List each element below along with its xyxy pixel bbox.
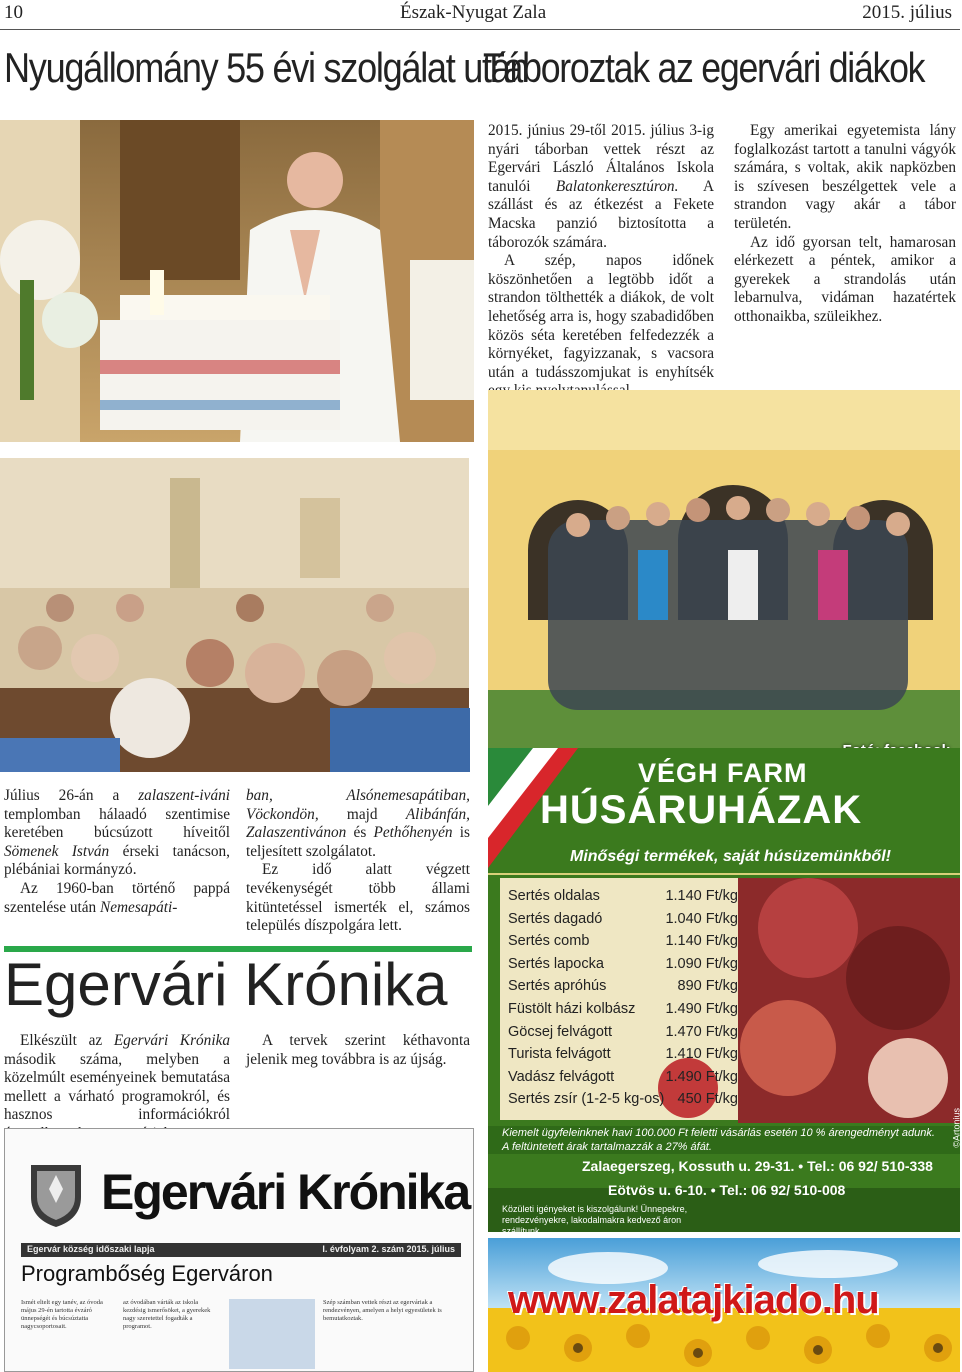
article1-church: zalaszent-iváni	[138, 787, 230, 804]
article1-places-a: ban, Alsónemesapátiban, Vöckondön,	[246, 787, 470, 823]
thumbnail-photo	[229, 1299, 315, 1369]
article3-p1-end: második száma, melyben a közelmúlt eseményeinek bemutatása mellett a várható programokról, és hasznos információkról	[4, 1050, 230, 1124]
article1-p3-es: és	[346, 824, 374, 842]
price-item-name: Turista felvágott	[508, 1046, 611, 1063]
priest-photo	[0, 120, 474, 442]
price-item-name: Füstölt házi kolbász	[508, 1001, 636, 1017]
price-row	[508, 1046, 738, 1068]
students-photo	[488, 390, 960, 773]
article1-places-b: Alibánfán, Zalaszentivánon	[246, 805, 470, 842]
thumbnail-col3: Szép számban vettek részt az egerváriak a rendezvényen, amelyen a helyi egyesületek is bemutatkoztak.	[323, 1299, 442, 1322]
price-item-price: 1.140 Ft/kg	[665, 933, 738, 950]
ad-title-farm: VÉGH FARM	[638, 758, 808, 788]
ad-brand-mark: ©Artonius	[952, 1108, 962, 1148]
sunflower-banner	[488, 1238, 960, 1372]
thumbnail-headline: Programbőség Egerváron	[21, 1261, 273, 1286]
article1-p4: Ez idő alatt végzett tevékenységét több állami kitüntetéssel ismerték el, számos település díszpolgára lett.	[246, 861, 470, 935]
article1-p1-start: Július 26-án a	[4, 787, 139, 804]
price-item-price: 1.140 Ft/kg	[665, 888, 738, 904]
article3-p2: A tervek szerint kéthavonta jelenik meg továbbra is az újság.	[246, 1032, 470, 1068]
ad-notes	[502, 1126, 942, 1154]
ad-note-discount: Kiemelt ügyfeleinknek havi 100.000 Ft feletti vásárlás esetén 10 % árengedményt adunk.	[502, 1127, 935, 1139]
price-row	[508, 933, 738, 955]
article1-col1	[4, 787, 230, 917]
coat-of-arms-icon	[23, 1159, 89, 1229]
article1-col2	[246, 787, 470, 936]
article2-col1	[488, 122, 714, 401]
price-item-price: 1.490 Ft/kg	[665, 1001, 738, 1017]
article2-p3: Egy amerikai egyetemista lány foglalkozást tartott a tanulni vágyók számára, s voltak, akik napközben is szívesen beszélgettek vele a strandon vagy akár a tábor területén.	[734, 122, 956, 232]
article1-priest-name: Sömenek István	[4, 842, 110, 860]
price-list	[508, 888, 738, 1118]
price-row	[508, 1069, 738, 1091]
price-item-price: 1.410 Ft/kg	[665, 1046, 738, 1063]
ad-address-2: Eötvös u. 6-10. • Tel.: 06 92/ 510-008	[608, 1182, 846, 1198]
article1-p1-mid: templomban hálaadó szentimise keretében búcsúzott híveitől	[4, 805, 230, 842]
vegh-farm-ad	[488, 748, 962, 1236]
price-item-price: 1.040 Ft/kg	[665, 910, 738, 927]
article1-p2-place: Nemesapáti-	[100, 898, 178, 916]
page-header	[0, 0, 960, 30]
article1-p1-end: érseki tanácson, plébániai kormányzó.	[4, 842, 231, 879]
thumbnail-col2: az óvodában várták az iskola kezdésig ismerősöket, a gyerekek nagy szeretettel fogadták a programot.	[123, 1299, 211, 1330]
price-item-name: Vadász felvágott	[508, 1068, 615, 1085]
ad-address-1: Zalaegerszeg, Kossuth u. 29-31. • Tel.: 06 92/ 510-338	[582, 1158, 933, 1174]
article3-paper-name: Egervári Krónika	[113, 1032, 231, 1049]
article2-p4: Az idő gyorsan telt, hamarosan elérkezett a péntek, amikor a gyerekek a strandolás után lebarnulva, vidáman hazatértek otthonaikba, szüleikhez.	[734, 233, 956, 325]
price-row	[508, 1001, 738, 1023]
price-item-name: Sertés lapocka	[508, 955, 604, 972]
article1-title: Nyugállomány 55 évi szolgálat után	[4, 44, 529, 91]
article3-col1	[4, 1032, 230, 1144]
price-row	[508, 978, 738, 1000]
article2-p1-end: A szállást és az étkezést a Fekete Macska panzió biztosította a táborozók számára.	[488, 177, 715, 251]
price-item-name: Sertés dagadó	[508, 910, 603, 927]
thumbnail-strip-right: I. évfolyam 2. szám 2015. július	[322, 1244, 455, 1254]
article2-title: Táboroztak az egervári diákok	[483, 44, 925, 91]
article1-p2-start: Az 1960-ban történő pappá szentelése után	[4, 879, 230, 916]
price-item-name: Göcsej felvágott	[508, 1023, 612, 1040]
price-row	[508, 1024, 738, 1046]
article1-places-c: Pethőhenyén	[373, 824, 453, 842]
article3-col2	[246, 1032, 470, 1069]
price-item-price: 890 Ft/kg	[677, 978, 738, 995]
article1-p3-majd: majd	[318, 805, 406, 823]
price-item-price: 1.470 Ft/kg	[665, 1023, 738, 1040]
price-item-price: 450 Ft/kg	[677, 1091, 738, 1108]
church-photo	[0, 458, 469, 772]
article2-col2	[734, 122, 956, 327]
price-item-price: 1.090 Ft/kg	[665, 955, 738, 972]
article2-p1-place: Balatonkeresztúron.	[555, 177, 679, 195]
thumbnail-title: Egervári Krónika	[101, 1164, 470, 1220]
thumbnail-strip-left: Egervár község időszaki lapja	[27, 1244, 155, 1254]
article2-p2: A szép, napos időnek köszönhetően a legtöbb időt a strandon tölthették a diákok, de volt lehetőség arra is, hogy szabadidőben közös séta keretében felfedezzék a környéket, fagyizzanak, s vacsora után a tudásszomjukat is enyhítsék	[488, 252, 714, 381]
price-item-price: 1.490 Ft/kg	[665, 1068, 738, 1085]
ad-subtitle: Minőségi termékek, saját húsüzemünkből!	[570, 848, 891, 865]
article3-title: Egervári Krónika	[4, 951, 448, 1018]
ad-title-shops: HÚSÁRUHÁZAK	[540, 788, 863, 832]
price-item-name: Sertés apróhús	[508, 978, 607, 995]
price-row	[508, 911, 738, 933]
page-number: 10	[4, 2, 23, 23]
thumbnail-strip	[21, 1243, 461, 1257]
article3-p1-start: Elkészült az	[20, 1032, 114, 1049]
price-row	[508, 1091, 738, 1113]
zalatajkiado-url[interactable]: www.zalatajkiado.hu	[508, 1278, 879, 1322]
ad-bottom-text: Közületi igényeket is kiszolgálunk! Ünnepekre, rendezvényekre, lakodalmakra kedvező áron szállítunk.	[502, 1204, 688, 1236]
price-item-name: Sertés comb	[508, 933, 590, 950]
article1-p3-end: is teljesített szolgálatot.	[246, 824, 470, 860]
price-row	[508, 956, 738, 978]
thumbnail-col1: Ismét eltelt egy tanév, az óvoda május 29-én tartotta évzáró ünnepségét és búcsúztatta nagycsoportosait.	[21, 1299, 103, 1330]
article2-p1-start: 2015. június 29-től 2015. július 3-ig nyári táborban vettek részt az Egervári László Általános Iskola tanulói	[488, 122, 714, 195]
publication-name: Észak-Nyugat Zala	[400, 2, 547, 23]
price-item-name: Sertés oldalas	[508, 888, 600, 904]
kronika-thumbnail	[4, 1128, 474, 1372]
issue-date: 2015. július	[862, 2, 952, 23]
ad-note-vat: A feltüntetett árak tartalmazzák a 27% áfát.	[502, 1141, 712, 1153]
price-row	[508, 888, 738, 910]
price-item-name: Sertés zsír (1-2-5 kg-os)	[508, 1091, 665, 1108]
